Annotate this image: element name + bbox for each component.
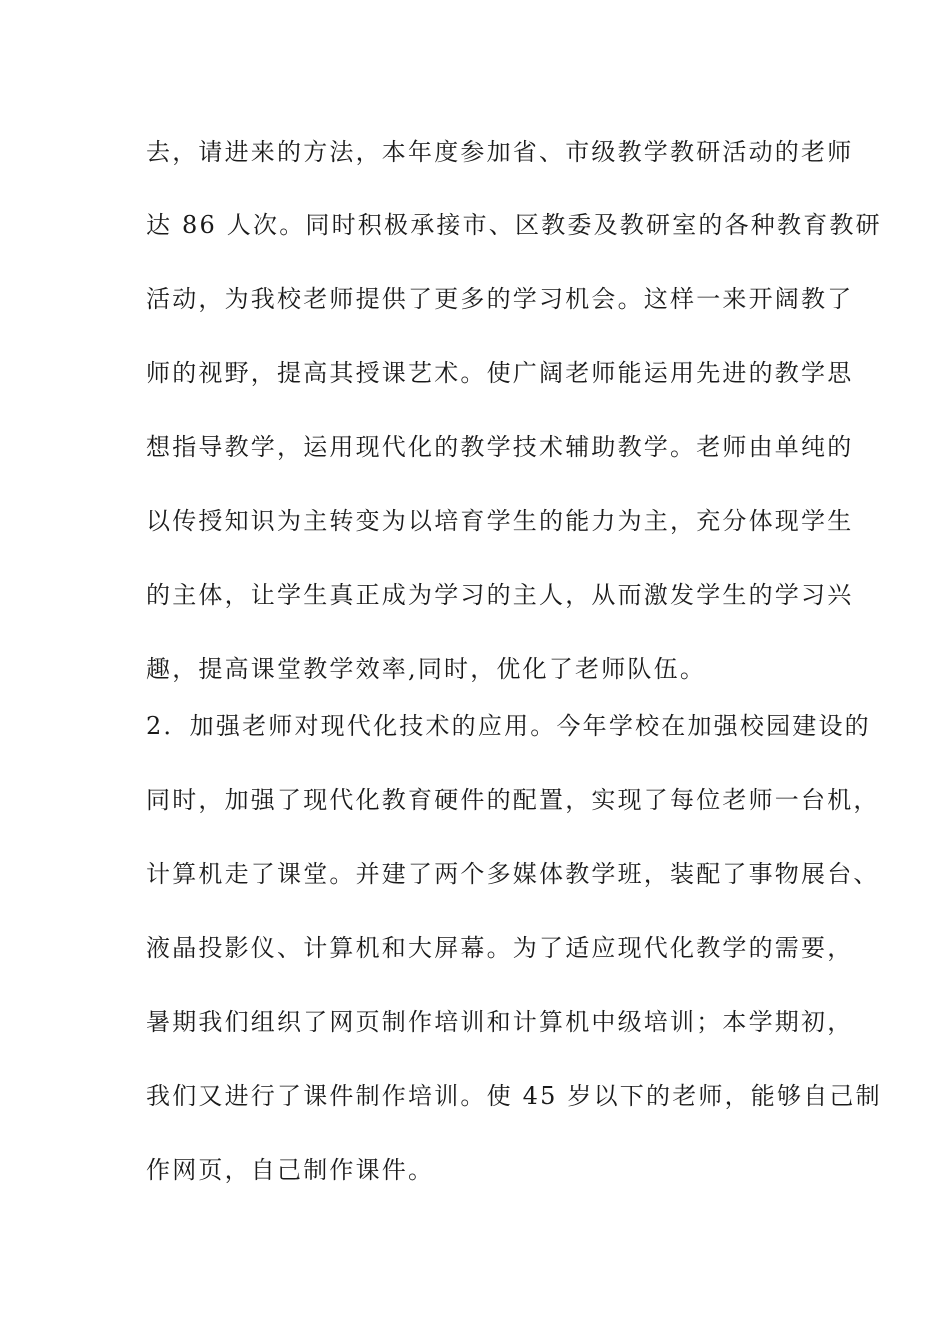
text-line: 想指导教学，运用现代化的教学技术辅助教学。老师由单纯的 bbox=[146, 433, 854, 461]
text-line: 计算机走了课堂。并建了两个多媒体教学班，装配了事物展台、 bbox=[146, 860, 880, 888]
text-line: 暑期我们组织了网页制作培训和计算机中级培训；本学期初， bbox=[146, 1008, 854, 1036]
text-line: 以传授知识为主转变为以培育学生的能力为主，充分体现学生 bbox=[146, 507, 854, 535]
text-line: 趣，提高课堂教学效率,同时，优化了老师队伍。 bbox=[146, 655, 707, 683]
text-line: 液晶投影仪、计算机和大屏幕。为了适应现代化教学的需要， bbox=[146, 934, 854, 962]
text-line: 达 86 人次。同时积极承接市、区教委及教研室的各种教育教研 bbox=[146, 211, 882, 239]
text-line: 的主体，让学生真正成为学习的主人，从而激发学生的学习兴 bbox=[146, 581, 854, 609]
text-line: 我们又进行了课件制作培训。使 45 岁以下的老师，能够自己制 bbox=[146, 1082, 882, 1110]
text-line: 活动，为我校老师提供了更多的学习机会。这样一来开阔教了 bbox=[146, 285, 854, 313]
text-line: 师的视野，提高其授课艺术。使广阔老师能运用先进的教学思 bbox=[146, 359, 854, 387]
text-line: 2．加强老师对现代化技术的应用。今年学校在加强校园建设的 bbox=[146, 712, 871, 740]
text-line: 同时，加强了现代化教育硬件的配置，实现了每位老师一台机， bbox=[146, 786, 880, 814]
text-line: 去，请进来的方法，本年度参加省、市级教学教研活动的老师 bbox=[146, 138, 854, 166]
text-line: 作网页，自己制作课件。 bbox=[146, 1156, 435, 1184]
